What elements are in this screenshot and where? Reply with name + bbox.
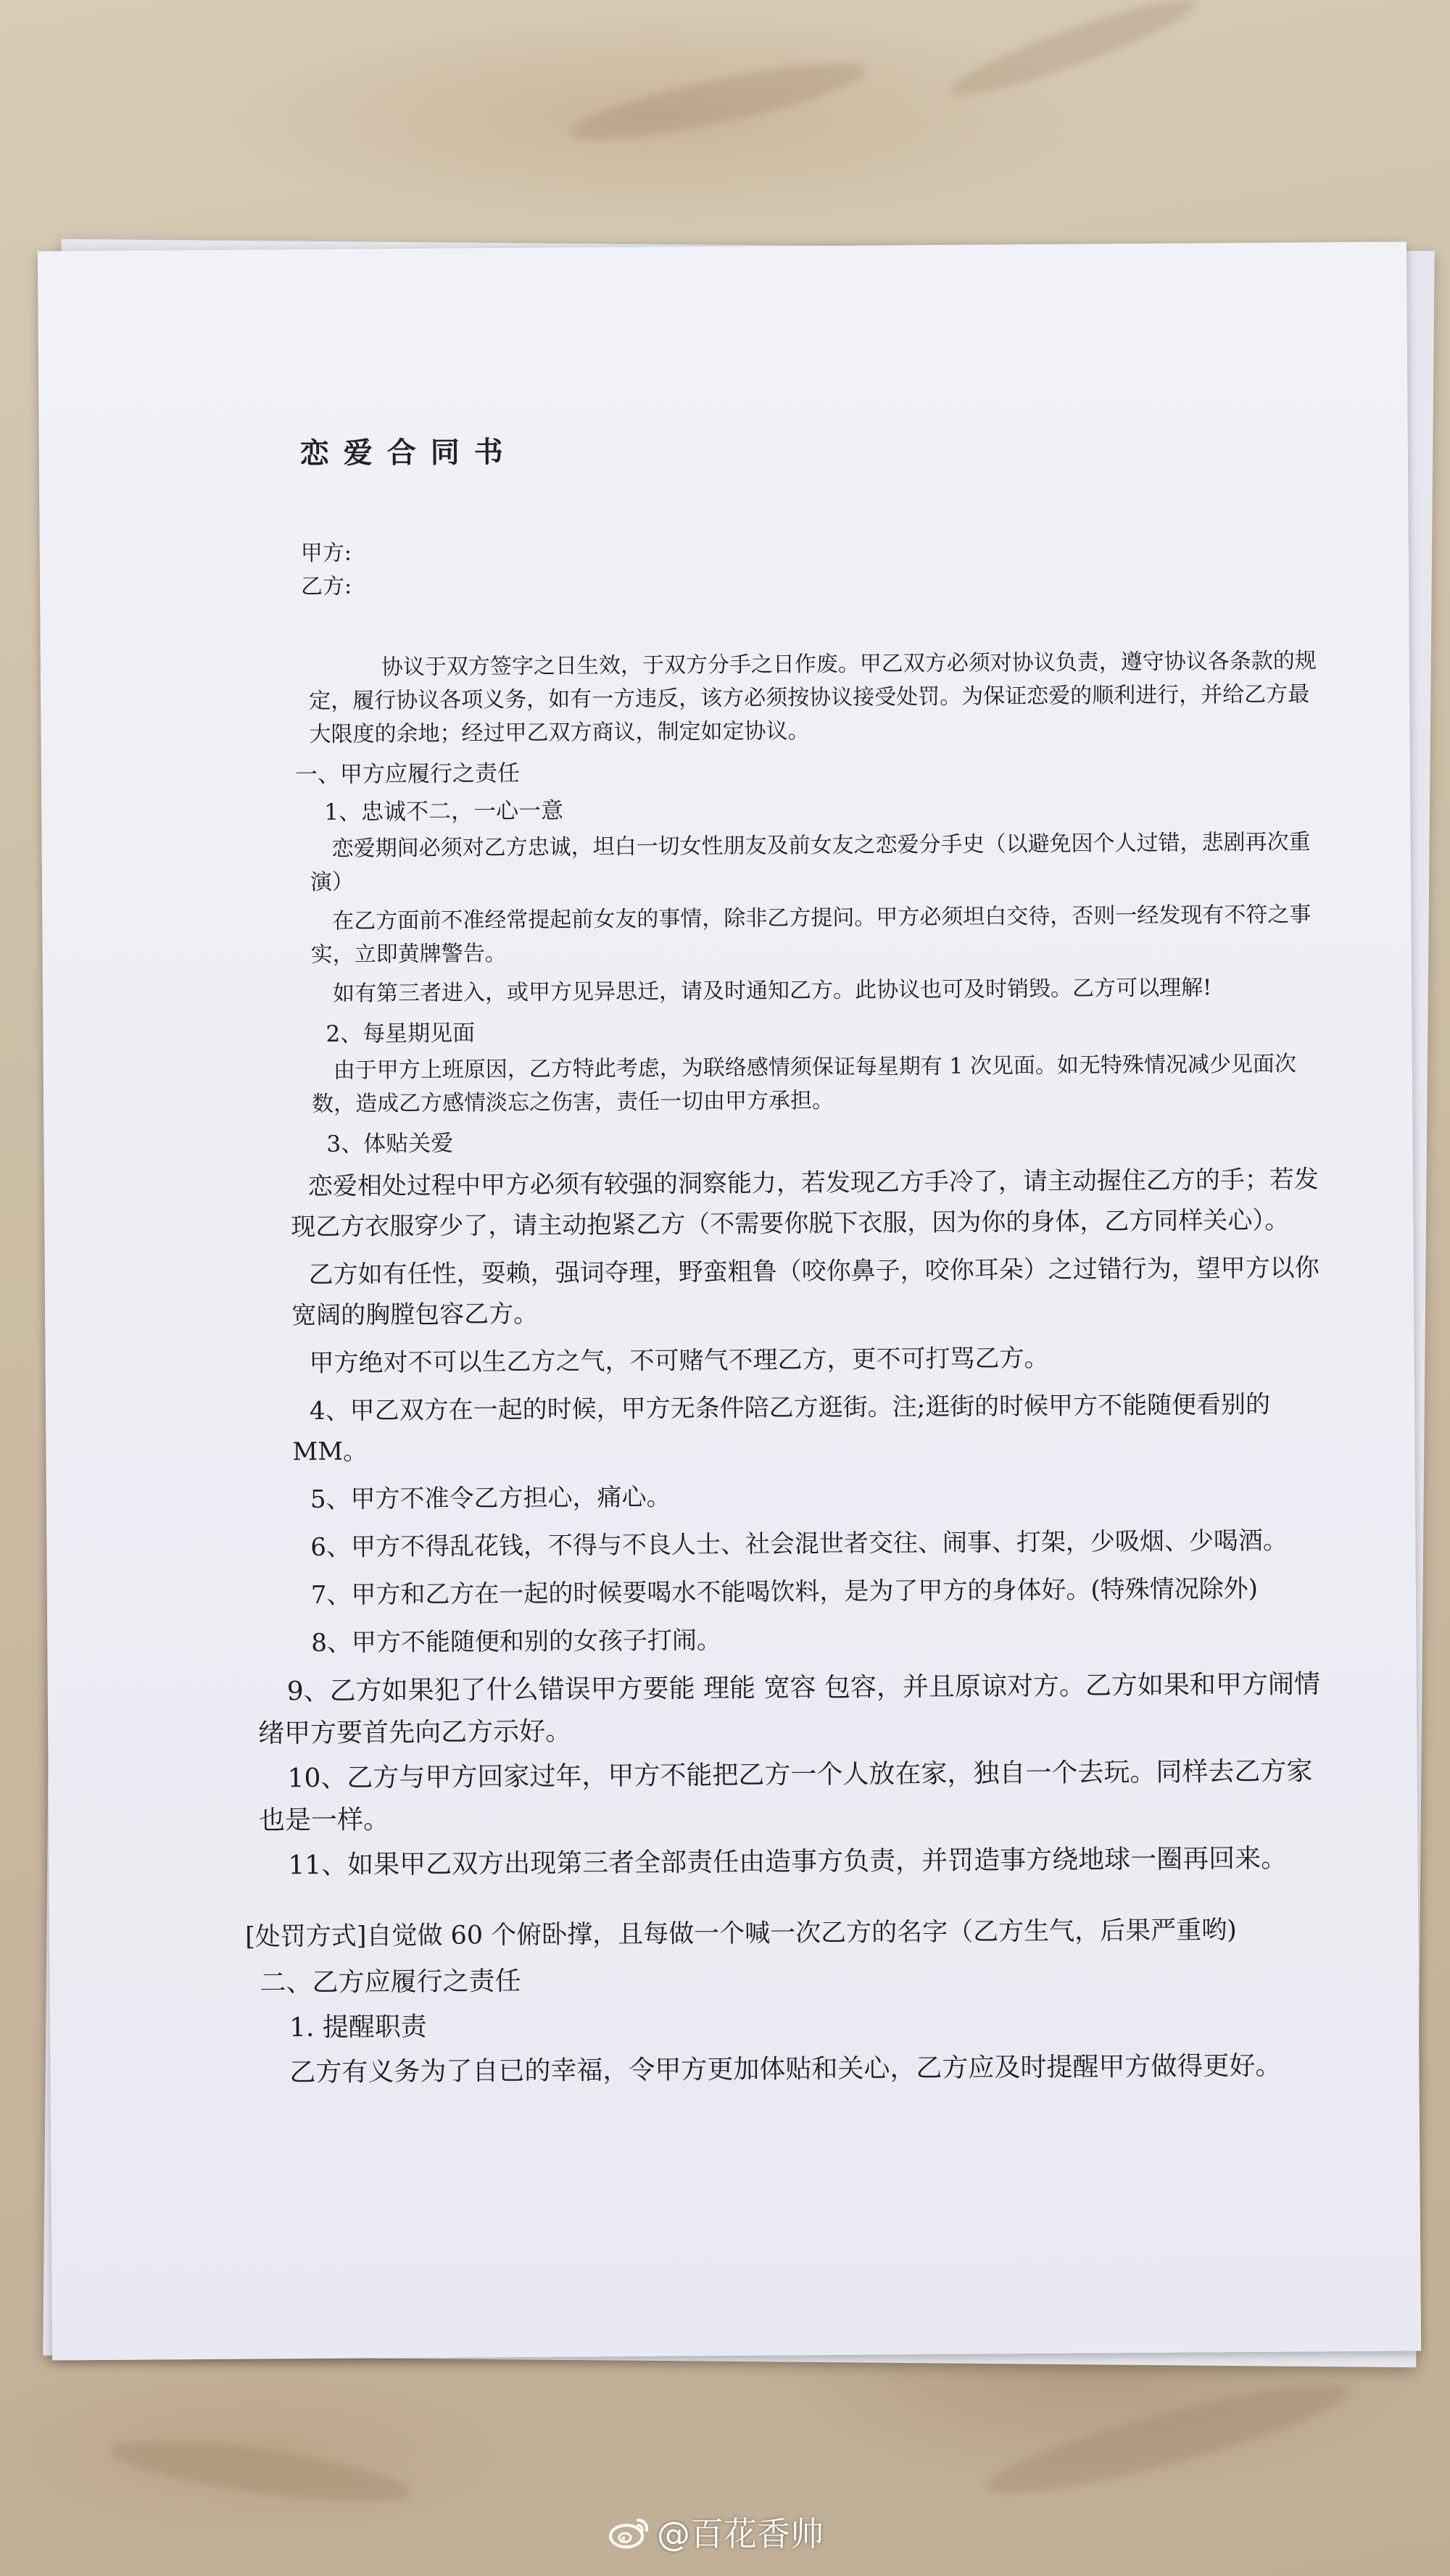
- clause8: 8、甲方不能随便和别的女孩子打闹。: [311, 1626, 722, 1658]
- clause3-paragraph: 甲方绝对不可以生乙方之气，不可赌气不理乙方，更不可打骂乙方。: [309, 1343, 1049, 1379]
- marble-vein: [107, 2429, 415, 2514]
- party-a-label: 甲方:: [300, 540, 352, 567]
- document-content: [177, 423, 1334, 2098]
- section2-heading: 二、乙方应履行之责任: [260, 1966, 521, 1998]
- clause2-paragraph: 由于甲方上班原因，乙方特此考虑，为联络感情须保证每星期有 1 次见面。如无特殊情况减少见面次数，造成乙方感情淡忘之伤害，责任一切由甲方承担。: [311, 1051, 1297, 1118]
- clause10: 10、乙方与甲方回家过年，甲方不能把乙方一个人放在家，独自一个去玩。同样去乙方家也是一样。: [258, 1756, 1313, 1836]
- penalty-paragraph: [处罚方式]自觉做 60 个俯卧撑，且每做一个喊一次乙方的名字（乙方生气，后果严重哟): [244, 1916, 1237, 1952]
- contract-page: [38, 241, 1421, 2360]
- clause2-title: 2、每星期见面: [326, 1020, 476, 1047]
- clause6: 6、甲方不得乱花钱，不得与不良人士、社会混世者交往、闹事、打架，少吸烟、少喝酒。: [310, 1526, 1288, 1563]
- watermark: [609, 2508, 824, 2556]
- section1-heading: 一、甲方应履行之责任: [294, 760, 521, 789]
- clause4: 4、甲乙双方在一起的时候，甲方无条件陪乙方逛街。注;逛街的时候甲方不能随便看别的 MM。: [292, 1389, 1271, 1467]
- clause3-title: 3、体贴关爱: [326, 1130, 454, 1158]
- clause7: 7、甲方和乙方在一起的时候要喝水不能喝饮料，是为了甲方的身体好。(特殊情况除外): [310, 1574, 1259, 1611]
- clause3-paragraph: 乙方如有任性，耍赖，强词夺理，野蛮粗鲁（咬你鼻子，咬你耳朵）之过错行为，望甲方以你宽阔的胸膛包容乙方。: [291, 1253, 1320, 1331]
- marble-vein: [979, 2366, 1356, 2512]
- clause3-paragraph: 恋爱相处过程中甲方必须有较强的洞察能力，若发现乙方手冷了，请主动握住乙方的手；若发现乙方衣服穿少了，请主动抱紧乙方（不需要你脱下衣服，因为你的身体，乙方同样关心）。: [291, 1165, 1319, 1242]
- watermark-text: @百花香帅: [657, 2514, 824, 2554]
- intro-paragraph: 协议于双方签字之日生效，于双方分手之日作废。甲乙双方必须对协议负责，遵守协议各条款的规定，履行协议各项义务，如有一方违反，该方必须按协议接受处罚。为保证恋爱的顺利进行，并给乙方最大限度的余地；经过甲乙双方商议，制定如定协议。: [309, 648, 1317, 748]
- section2-clause1-paragraph: 乙方有义务为了自已的幸福，令甲方更加体贴和关心，乙方应及时提醒甲方做得更好。: [289, 2051, 1282, 2088]
- document-title: 恋爱合同书: [299, 436, 518, 471]
- clause11: 11、如果甲乙双方出现第三者全部责任由造事方负责，并罚造事方绕地球一圈再回来。: [288, 1843, 1288, 1881]
- clause1-title: 1、忠诚不二，一心一意: [324, 797, 564, 826]
- section2-clause1-title: 1. 提醒职责: [289, 2011, 427, 2043]
- party-block: [178, 530, 1324, 604]
- marble-vein: [944, 0, 1201, 109]
- clause1-paragraph: 如有第三者进入，或甲方见异思迁，请及时通知乙方。此协议也可及时销毁。乙方可以理解!: [332, 975, 1212, 1007]
- clause1-paragraph: 在乙方面前不准经常提起前女友的事情，除非乙方提问。甲方必须坦白交待，否则一经发现有不符之事实，立即黄牌警告。: [310, 902, 1312, 968]
- marble-vein: [564, 49, 871, 154]
- weibo-logo-icon: [609, 2514, 651, 2549]
- clause9: 9、乙方如果犯了什么错误甲方要能 理能 宽容 包容，并且原谅对方。乙方如果和甲方闹情绪甲方要首先向乙方示好。: [258, 1669, 1321, 1749]
- party-b-label: 乙方:: [300, 573, 352, 600]
- clause5: 5、甲方不准令乙方担心，痛心。: [310, 1482, 671, 1515]
- clause1-paragraph: 恋爱期间必须对乙方忠诚，坦白一切女性朋友及前女友之恋爱分手史（以避免因个人过错，悲剧再次重演）: [310, 829, 1311, 896]
